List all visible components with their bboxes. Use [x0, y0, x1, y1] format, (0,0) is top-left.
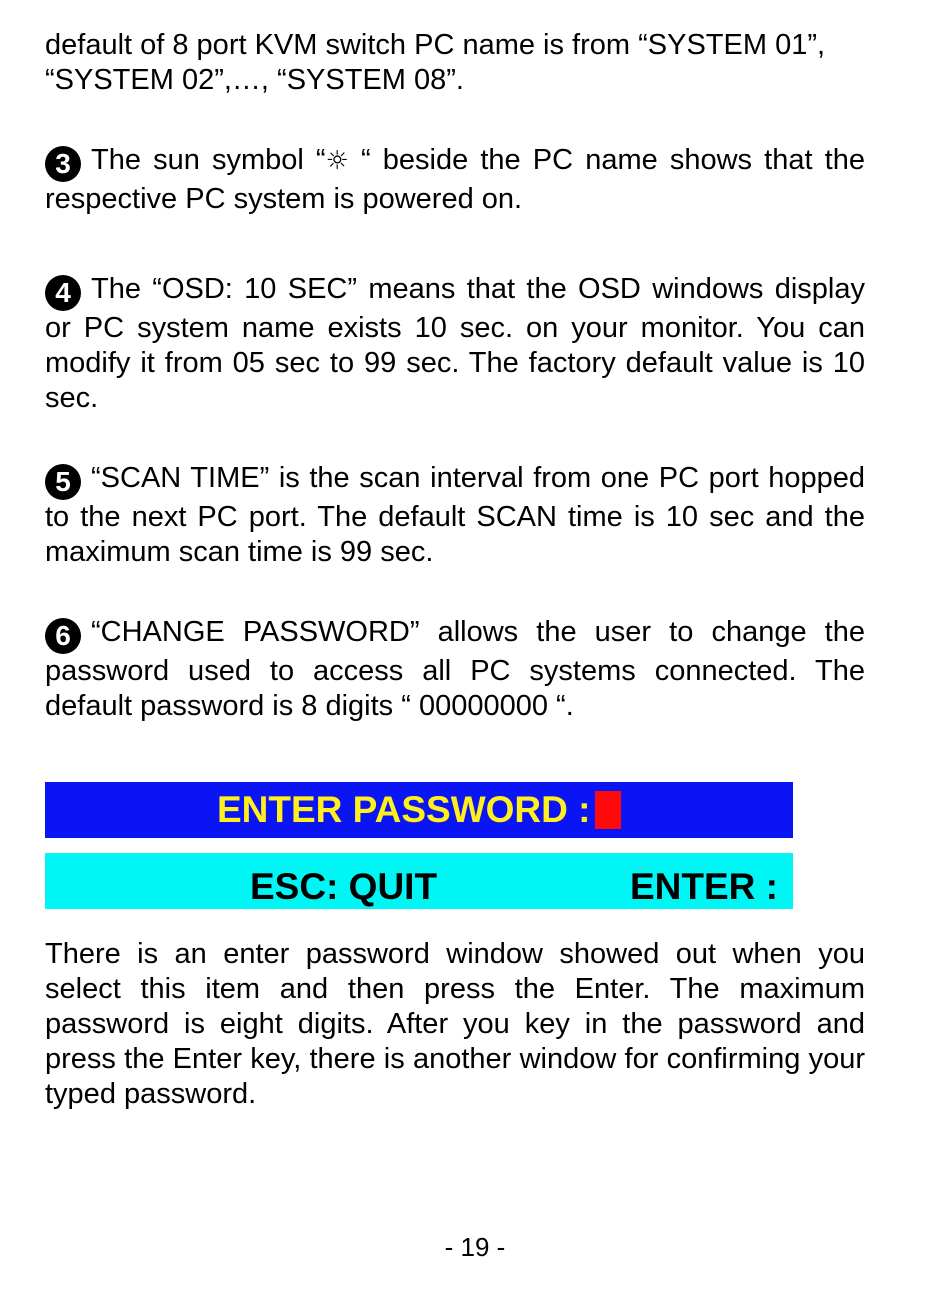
page-body [45, 28, 865, 724]
esc-quit-hint: ESC: QUIT [250, 866, 438, 907]
paragraph-change-password [45, 615, 865, 724]
page-number: - 19 - [444, 1232, 506, 1262]
paragraph-sun-symbol [45, 143, 865, 217]
osd-hint-bar [45, 853, 793, 909]
sun-text-before: The sun symbol “ [91, 144, 326, 176]
paragraph-pc-names: default of 8 port KVM switch PC name is from “SYSTEM 01”, “SYSTEM 02”,…, “SYSTEM 08”. [45, 29, 826, 96]
osd-time-text: The “OSD: 10 SEC” means that the OSD windows display or PC system name exists 10 sec. on your monitor. You can modify it from 05 sec to 99 sec. The factory default value is 10 sec. [45, 273, 865, 414]
paragraph-scan-time [45, 461, 865, 570]
osd-password-window [45, 782, 793, 838]
scan-time-text: “SCAN TIME” is the scan interval from one PC port hopped to the next PC port. The default SCAN time is 10 sec and the maximum scan time is 99 sec. [45, 462, 865, 568]
password-cursor[interactable] [595, 791, 621, 829]
paragraph-osd-time [45, 272, 865, 416]
change-password-text: “CHANGE PASSWORD” allows the user to change the password used to access all PC systems connected. The default password is 8 digits “ 00000000 “. [45, 616, 865, 722]
sun-icon: ☼ [325, 146, 349, 176]
enter-password-prompt: ENTER PASSWORD : [217, 789, 591, 830]
bullet-number-6: 6 [45, 618, 81, 654]
bullet-number-4: 4 [45, 275, 81, 311]
sun-text-after: “ beside the PC name shows that the respective PC system is powered on. [45, 144, 865, 215]
paragraph-password-window: There is an enter password window showed out when you select this item and then press the Enter. The maximum password is eight digits. After you key in the password and press the Enter key, there is another window for confirming your typed password. [45, 938, 865, 1110]
bullet-number-3: 3 [45, 146, 81, 182]
enter-hint: ENTER : [630, 866, 778, 907]
bullet-number-5: 5 [45, 464, 81, 500]
